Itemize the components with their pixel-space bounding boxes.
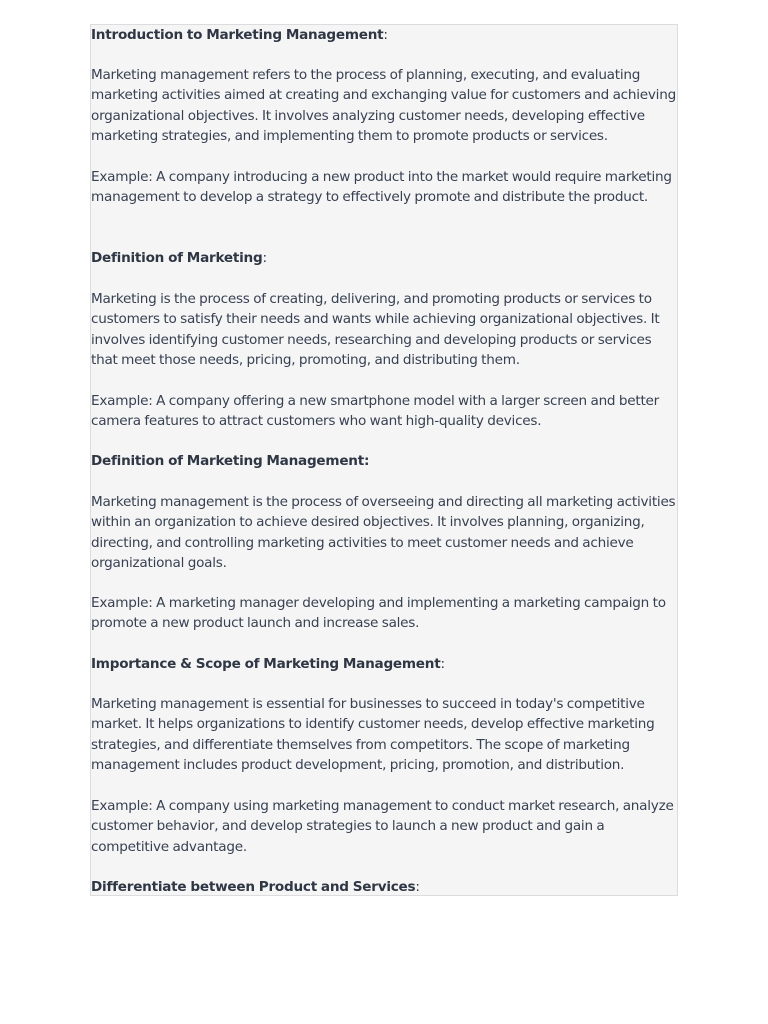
heading-colon: : xyxy=(262,250,267,266)
section-heading-product-vs-services xyxy=(91,877,677,896)
section-body-importance-and-scope: Marketing management is essential for businesses to succeed in today's competitive market. It helps organizations to identify customer needs, develop effective marketing strategies, and differentiate themselves from competitors. The scope of marketing management includes product development, pricing, promotion, and distribution. xyxy=(91,696,655,774)
section-example-definition-of-marketing-management: Example: A marketing manager developing and implementing a marketing campaign to promote a new product launch and increase sales. xyxy=(91,595,666,632)
heading-text: Introduction to Marketing Management xyxy=(91,27,384,43)
section-body-definition-of-marketing: Marketing is the process of creating, delivering, and promoting products or services to customers to satisfy their needs and wants while achieving organizational objectives. It involves identifying customer needs, researching and developing products or services that meet those needs, pricing, promoting, and distributing them. xyxy=(91,291,660,369)
heading-text: Differentiate between Product and Services xyxy=(91,879,416,895)
heading-colon: : xyxy=(440,656,445,672)
heading-text: Definition of Marketing xyxy=(91,250,263,266)
section-heading-importance-and-scope xyxy=(91,654,677,674)
section-example-introduction: Example: A company introducing a new product into the market would require marketing management to develop a strategy to effectively promote and distribute the product. xyxy=(91,169,672,206)
section-heading-introduction xyxy=(91,25,677,45)
heading-text: Importance & Scope of Marketing Management xyxy=(91,656,441,672)
heading-colon: : xyxy=(415,879,420,895)
section-body-definition-of-marketing-management: Marketing management is the process of overseeing and directing all marketing activities within an organization to achieve desired objectives. It involves planning, organizing, directing, and controlling marketing activities to meet customer needs and achieve organizational goals. xyxy=(91,494,676,572)
heading-text: Definition of Marketing Management: xyxy=(91,453,370,469)
section-body-introduction: Marketing management refers to the process of planning, executing, and evaluating marketing activities aimed at creating and exchanging value for customers and achieving organizational objectives. It involves analyzing customer needs, developing effective marketing strategies, and implementing them to promote products or services. xyxy=(91,67,676,145)
section-example-definition-of-marketing: Example: A company offering a new smartphone model with a larger screen and better camera features to attract customers who want high-quality devices. xyxy=(91,393,659,430)
section-example-importance-and-scope: Example: A company using marketing management to conduct market research, analyze customer behavior, and develop strategies to launch a new product and gain a competitive advantage. xyxy=(91,798,674,855)
section-heading-definition-of-marketing xyxy=(91,248,677,268)
heading-colon: : xyxy=(383,27,388,43)
document-page xyxy=(90,24,678,896)
section-heading-definition-of-marketing-management xyxy=(91,451,677,471)
